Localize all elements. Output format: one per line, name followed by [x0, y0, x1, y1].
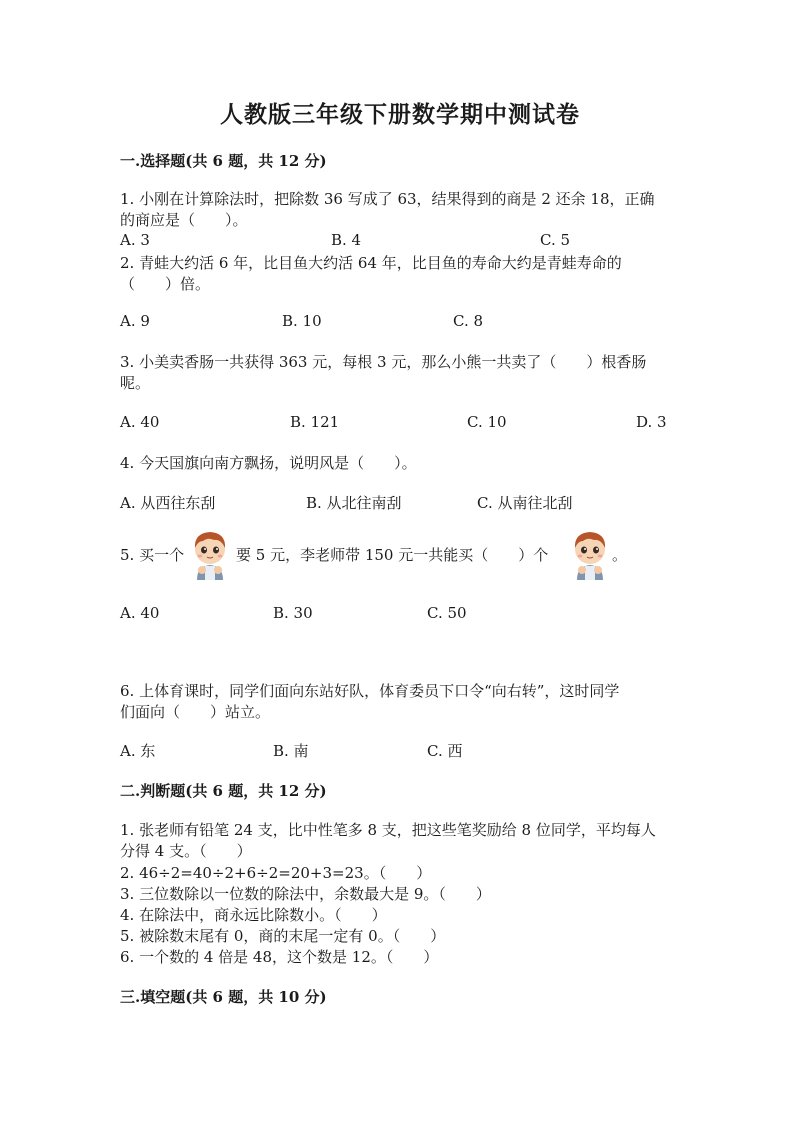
doll-icon [566, 528, 614, 582]
question-1-line-2: 的商应是（ ）。 [120, 211, 248, 229]
page-title: 人教版三年级下册数学期中测试卷 [220, 101, 580, 128]
question-2-line-1: 2. 青蛙大约活 6 年，比目鱼大约活 64 年，比目鱼的寿命大约是青蛙寿命的 [120, 254, 622, 272]
question-3-option-c: C. 10 [467, 413, 507, 431]
judgment-3: 3. 三位数除以一位数的除法中，余数最大是 9。（ ） [120, 885, 491, 903]
section-heading-judgment: 二.判断题(共 6 题，共 12 分) [120, 782, 327, 800]
question-3-option-b: B. 121 [290, 413, 340, 431]
section-heading-fill-in: 三.填空题(共 6 题，共 10 分) [120, 988, 327, 1006]
question-5-option-c: C. 50 [427, 604, 467, 622]
judgment-6: 6. 一个数的 4 倍是 48，这个数是 12。（ ） [120, 948, 439, 966]
question-6-option-b: B. 南 [273, 742, 309, 760]
question-4-option-b: B. 从北往南刮 [306, 494, 402, 512]
judgment-2: 2. 46÷2=40÷2+6÷2=20+3=23。（ ） [120, 864, 432, 882]
question-6-line-1: 6. 上体育课时，同学们面向东站好队，体育委员下口令“向右转”，这时同学 [120, 682, 620, 700]
question-1-option-c: C. 5 [540, 231, 571, 249]
question-5-part-1: 5. 买一个 [120, 546, 185, 564]
section-heading-choice: 一.选择题(共 6 题，共 12 分) [120, 152, 327, 170]
question-2-option-c: C. 8 [453, 312, 484, 330]
question-6-line-2: 们面向（ ）站立。 [120, 703, 271, 721]
question-6-option-c: C. 西 [427, 742, 463, 760]
judgment-1-line-1: 1. 张老师有铅笔 24 支，比中性笔多 8 支，把这些笔奖励给 8 位同学，平均每人 [120, 821, 656, 839]
question-2-line-2: （ ）倍。 [120, 275, 211, 293]
question-3-line-1: 3. 小美卖香肠一共获得 363 元，每根 3 元，那么小熊一共卖了（ ）根香肠 [120, 353, 647, 371]
doll-icon [186, 528, 234, 582]
question-3-option-d: D. 3 [636, 413, 667, 431]
judgment-5: 5. 被除数末尾有 0，商的末尾一定有 0。（ ） [120, 927, 446, 945]
question-4-option-c: C. 从南往北刮 [477, 494, 573, 512]
judgment-1-line-2: 分得 4 支。（ ） [120, 842, 252, 860]
question-5-part-2: 要 5 元，李老师带 150 元一共能买（ ）个 [236, 546, 549, 564]
judgment-4: 4. 在除法中，商永远比除数小。（ ） [120, 906, 387, 924]
question-1-option-a: A. 3 [120, 231, 150, 249]
question-5-part-3: 。 [612, 546, 628, 564]
question-5-option-b: B. 30 [273, 604, 313, 622]
question-3-line-2: 呢。 [120, 374, 151, 392]
question-5-option-a: A. 40 [120, 604, 160, 622]
question-1-line-1: 1. 小刚在计算除法时，把除数 36 写成了 63，结果得到的商是 2 还余 18，正确 [120, 190, 655, 208]
question-6-option-a: A. 东 [120, 742, 156, 760]
question-4-option-a: A. 从西往东刮 [120, 494, 216, 512]
question-3-option-a: A. 40 [120, 413, 160, 431]
question-4-line-1: 4. 今天国旗向南方飘扬，说明风是（ ）。 [120, 454, 417, 472]
question-2-option-b: B. 10 [282, 312, 322, 330]
question-1-option-b: B. 4 [331, 231, 362, 249]
question-2-option-a: A. 9 [120, 312, 150, 330]
